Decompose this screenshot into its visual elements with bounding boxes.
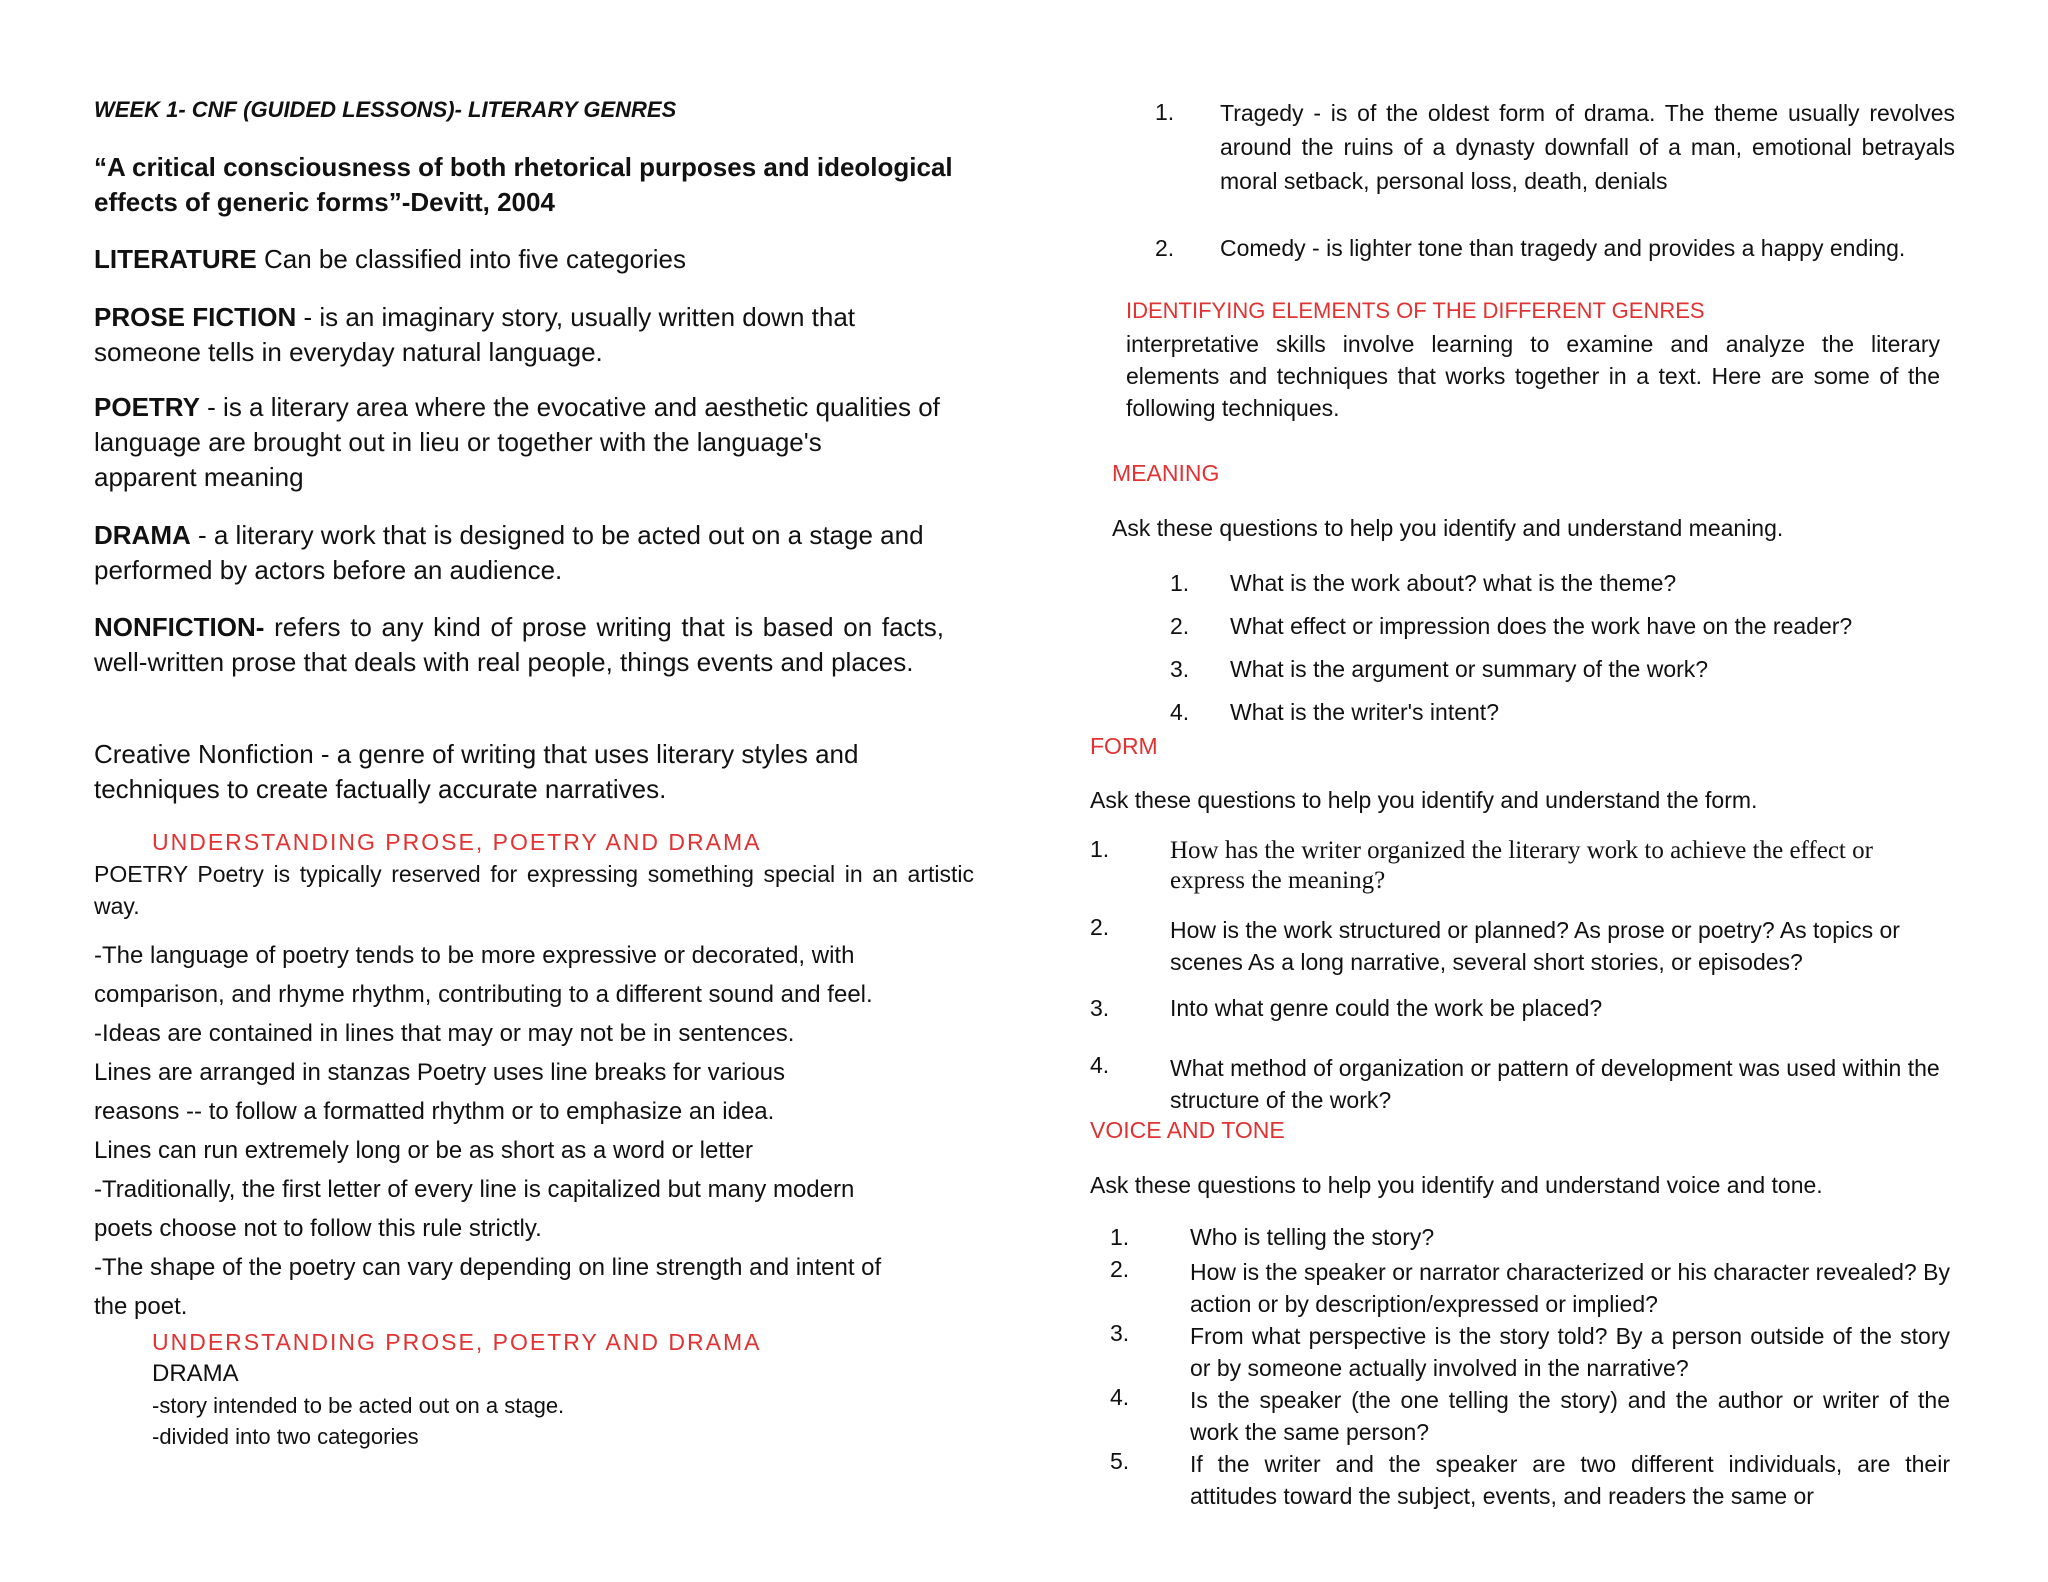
- nonfiction-term: NONFICTION-: [94, 612, 265, 642]
- poetry-text-3: apparent meaning: [94, 462, 304, 492]
- list-item: [1090, 995, 1950, 1052]
- drama-paragraph: [94, 518, 1014, 588]
- poetry-paragraph: [94, 390, 1014, 495]
- cnf-line-1: Creative Nonfiction - a genre of writing that uses literary styles and: [94, 739, 859, 769]
- list-number: 1.: [1110, 1224, 1130, 1250]
- list-text: What is the argument or summary of the work?: [1230, 656, 1709, 682]
- poetry-line: reasons -- to follow a formatted rhythm or to emphasize an idea.: [94, 1098, 775, 1125]
- poetry-line: -The shape of the poetry can vary depending on line strength and intent of: [94, 1254, 882, 1281]
- list-text: What effect or impression does the work have on the reader?: [1230, 613, 1853, 639]
- nonfiction-paragraph: [94, 610, 944, 680]
- form-list: [1090, 836, 1950, 1122]
- drama-text-1: - a literary work that is designed to be acted out on a stage and: [190, 520, 924, 550]
- quote-line-2: effects of generic forms”-Devitt, 2004: [94, 187, 555, 217]
- poetry-term: POETRY: [94, 392, 200, 422]
- list-text: How has the writer organized the literary work to achieve the effect or express the meaning?: [1170, 837, 1873, 894]
- list-text: How is the work structured or planned? As prose or poetry? As topics or scenes As a long narrative, several short stories, or episodes?: [1170, 917, 1900, 975]
- drama-heading: DRAMA: [152, 1360, 239, 1387]
- list-item: [1170, 570, 1970, 613]
- drama-text-2: performed by actors before an audience.: [94, 555, 563, 585]
- poetry-line: Lines can run extremely long or be as short as a word or letter: [94, 1137, 753, 1164]
- poetry-line: -Traditionally, the first letter of every line is capitalized but many modern: [94, 1176, 855, 1203]
- list-text: What method of organization or pattern of development was used within the structure of the work?: [1170, 1055, 1940, 1113]
- literature-text: Can be classified into five categories: [256, 244, 686, 274]
- literature-paragraph: [94, 242, 686, 277]
- list-number: 3.: [1110, 1320, 1130, 1346]
- nonfiction-text: refers to any kind of prose writing that is based on facts, well-written prose that deals with real people, things events and places.: [94, 612, 944, 677]
- list-item: [1155, 232, 1955, 300]
- poetry-line: -Ideas are contained in lines that may or may not be in sentences.: [94, 1020, 795, 1047]
- list-number: 2.: [1170, 613, 1190, 639]
- list-item: [1090, 836, 1950, 914]
- list-number: 2.: [1090, 914, 1110, 940]
- form-heading: FORM: [1090, 733, 1158, 759]
- cnf-line-2: techniques to create factually accurate narratives.: [94, 774, 667, 804]
- list-item: [1090, 1052, 1950, 1122]
- poetry-text-1: - is a literary area where the evocative and aesthetic qualities of: [199, 392, 940, 422]
- drama-line-2: -divided into two categories: [152, 1424, 419, 1449]
- drama-categories-list: [1155, 96, 1955, 300]
- list-text: What is the writer's intent?: [1230, 699, 1499, 725]
- list-text: From what perspective is the story told? By a person outside of the story or by someone actually involved in the narrative?: [1190, 1323, 1950, 1381]
- prose-text-1: - is an imaginary story, usually written down that: [296, 302, 855, 332]
- cnf-paragraph: [94, 737, 994, 807]
- list-text: Who is telling the story?: [1190, 1224, 1435, 1250]
- week-title: WEEK 1- CNF (GUIDED LESSONS)- LITERARY GENRES: [94, 97, 677, 122]
- list-number: 2.: [1155, 235, 1175, 261]
- poetry-lines: [94, 936, 994, 1326]
- list-item: [1170, 656, 1970, 699]
- poetry-line: -The language of poetry tends to be more expressive or decorated, with: [94, 942, 855, 969]
- list-item: [1110, 1224, 1960, 1256]
- list-text: Comedy - is lighter tone than tragedy and provides a happy ending.: [1220, 235, 1906, 261]
- list-item: [1170, 699, 1970, 742]
- voice-list: [1110, 1224, 1960, 1512]
- list-item: [1110, 1256, 1960, 1320]
- identifying-heading: IDENTIFYING ELEMENTS OF THE DIFFERENT GENRES: [1126, 298, 1705, 323]
- list-number: 1.: [1090, 836, 1110, 862]
- list-number: 2.: [1110, 1256, 1130, 1282]
- prose-text-2: someone tells in everyday natural language.: [94, 337, 603, 367]
- list-text: Is the speaker (the one telling the story) and the author or writer of the work the same person?: [1190, 1387, 1950, 1445]
- prose-paragraph: [94, 300, 994, 370]
- list-text: If the writer and the speaker are two different individuals, are their attitudes toward the subject, events, and readers the same or: [1190, 1451, 1950, 1509]
- literature-term: LITERATURE: [94, 244, 257, 274]
- poetry-line: the poet.: [94, 1293, 188, 1320]
- list-number: 1.: [1155, 99, 1175, 125]
- list-item: [1170, 613, 1970, 656]
- understanding-heading-1: UNDERSTANDING PROSE, POETRY AND DRAMA: [152, 829, 762, 855]
- list-number: 4.: [1110, 1384, 1130, 1410]
- quote: [94, 150, 994, 220]
- drama-term: DRAMA: [94, 520, 191, 550]
- list-number: 1.: [1170, 570, 1190, 596]
- poetry-text-2: language are brought out in lieu or together with the language's: [94, 427, 822, 457]
- list-number: 4.: [1170, 699, 1190, 725]
- voice-heading: VOICE AND TONE: [1090, 1117, 1285, 1143]
- list-item: [1110, 1384, 1960, 1448]
- list-item: [1090, 914, 1950, 995]
- list-number: 3.: [1170, 656, 1190, 682]
- list-item: [1110, 1320, 1960, 1384]
- poetry-line: comparison, and rhyme rhythm, contributing to a different sound and feel.: [94, 981, 873, 1008]
- list-item: [1110, 1448, 1960, 1512]
- prose-term: PROSE FICTION: [94, 302, 297, 332]
- meaning-list: [1170, 570, 1970, 742]
- list-text: How is the speaker or narrator characterized or his character revealed? By action or by description/expressed or implied?: [1190, 1259, 1950, 1317]
- form-ask: Ask these questions to help you identify and understand the form.: [1090, 787, 1758, 813]
- poetry-intro: POETRY Poetry is typically reserved for expressing something special in an artistic way.: [94, 861, 974, 919]
- drama-line-1: -story intended to be acted out on a stage.: [152, 1393, 565, 1418]
- interpretative-paragraph: interpretative skills involve learning to examine and analyze the literary elements and techniques that works together in a text. Here are some of the following techniques.: [1126, 331, 1940, 421]
- meaning-heading: MEANING: [1112, 460, 1220, 486]
- list-number: 3.: [1090, 995, 1110, 1021]
- list-text: What is the work about? what is the theme?: [1230, 570, 1677, 596]
- list-number: 4.: [1090, 1052, 1110, 1078]
- quote-line-1: “A critical consciousness of both rhetorical purposes and ideological: [94, 152, 953, 182]
- understanding-heading-2: UNDERSTANDING PROSE, POETRY AND DRAMA: [152, 1329, 762, 1355]
- list-text: Into what genre could the work be placed?: [1170, 995, 1603, 1021]
- meaning-ask: Ask these questions to help you identify and understand meaning.: [1112, 515, 1784, 541]
- poetry-line: Lines are arranged in stanzas Poetry uses line breaks for various: [94, 1059, 786, 1086]
- list-number: 5.: [1110, 1448, 1130, 1474]
- list-text: Tragedy - is of the oldest form of drama. The theme usually revolves around the ruins of a dynasty downfall of a man, emotional betrayals moral setback, personal loss, death, denials: [1220, 100, 1955, 194]
- list-item: [1155, 96, 1955, 232]
- voice-ask: Ask these questions to help you identify and understand voice and tone.: [1090, 1172, 1823, 1198]
- poetry-line: poets choose not to follow this rule strictly.: [94, 1215, 542, 1242]
